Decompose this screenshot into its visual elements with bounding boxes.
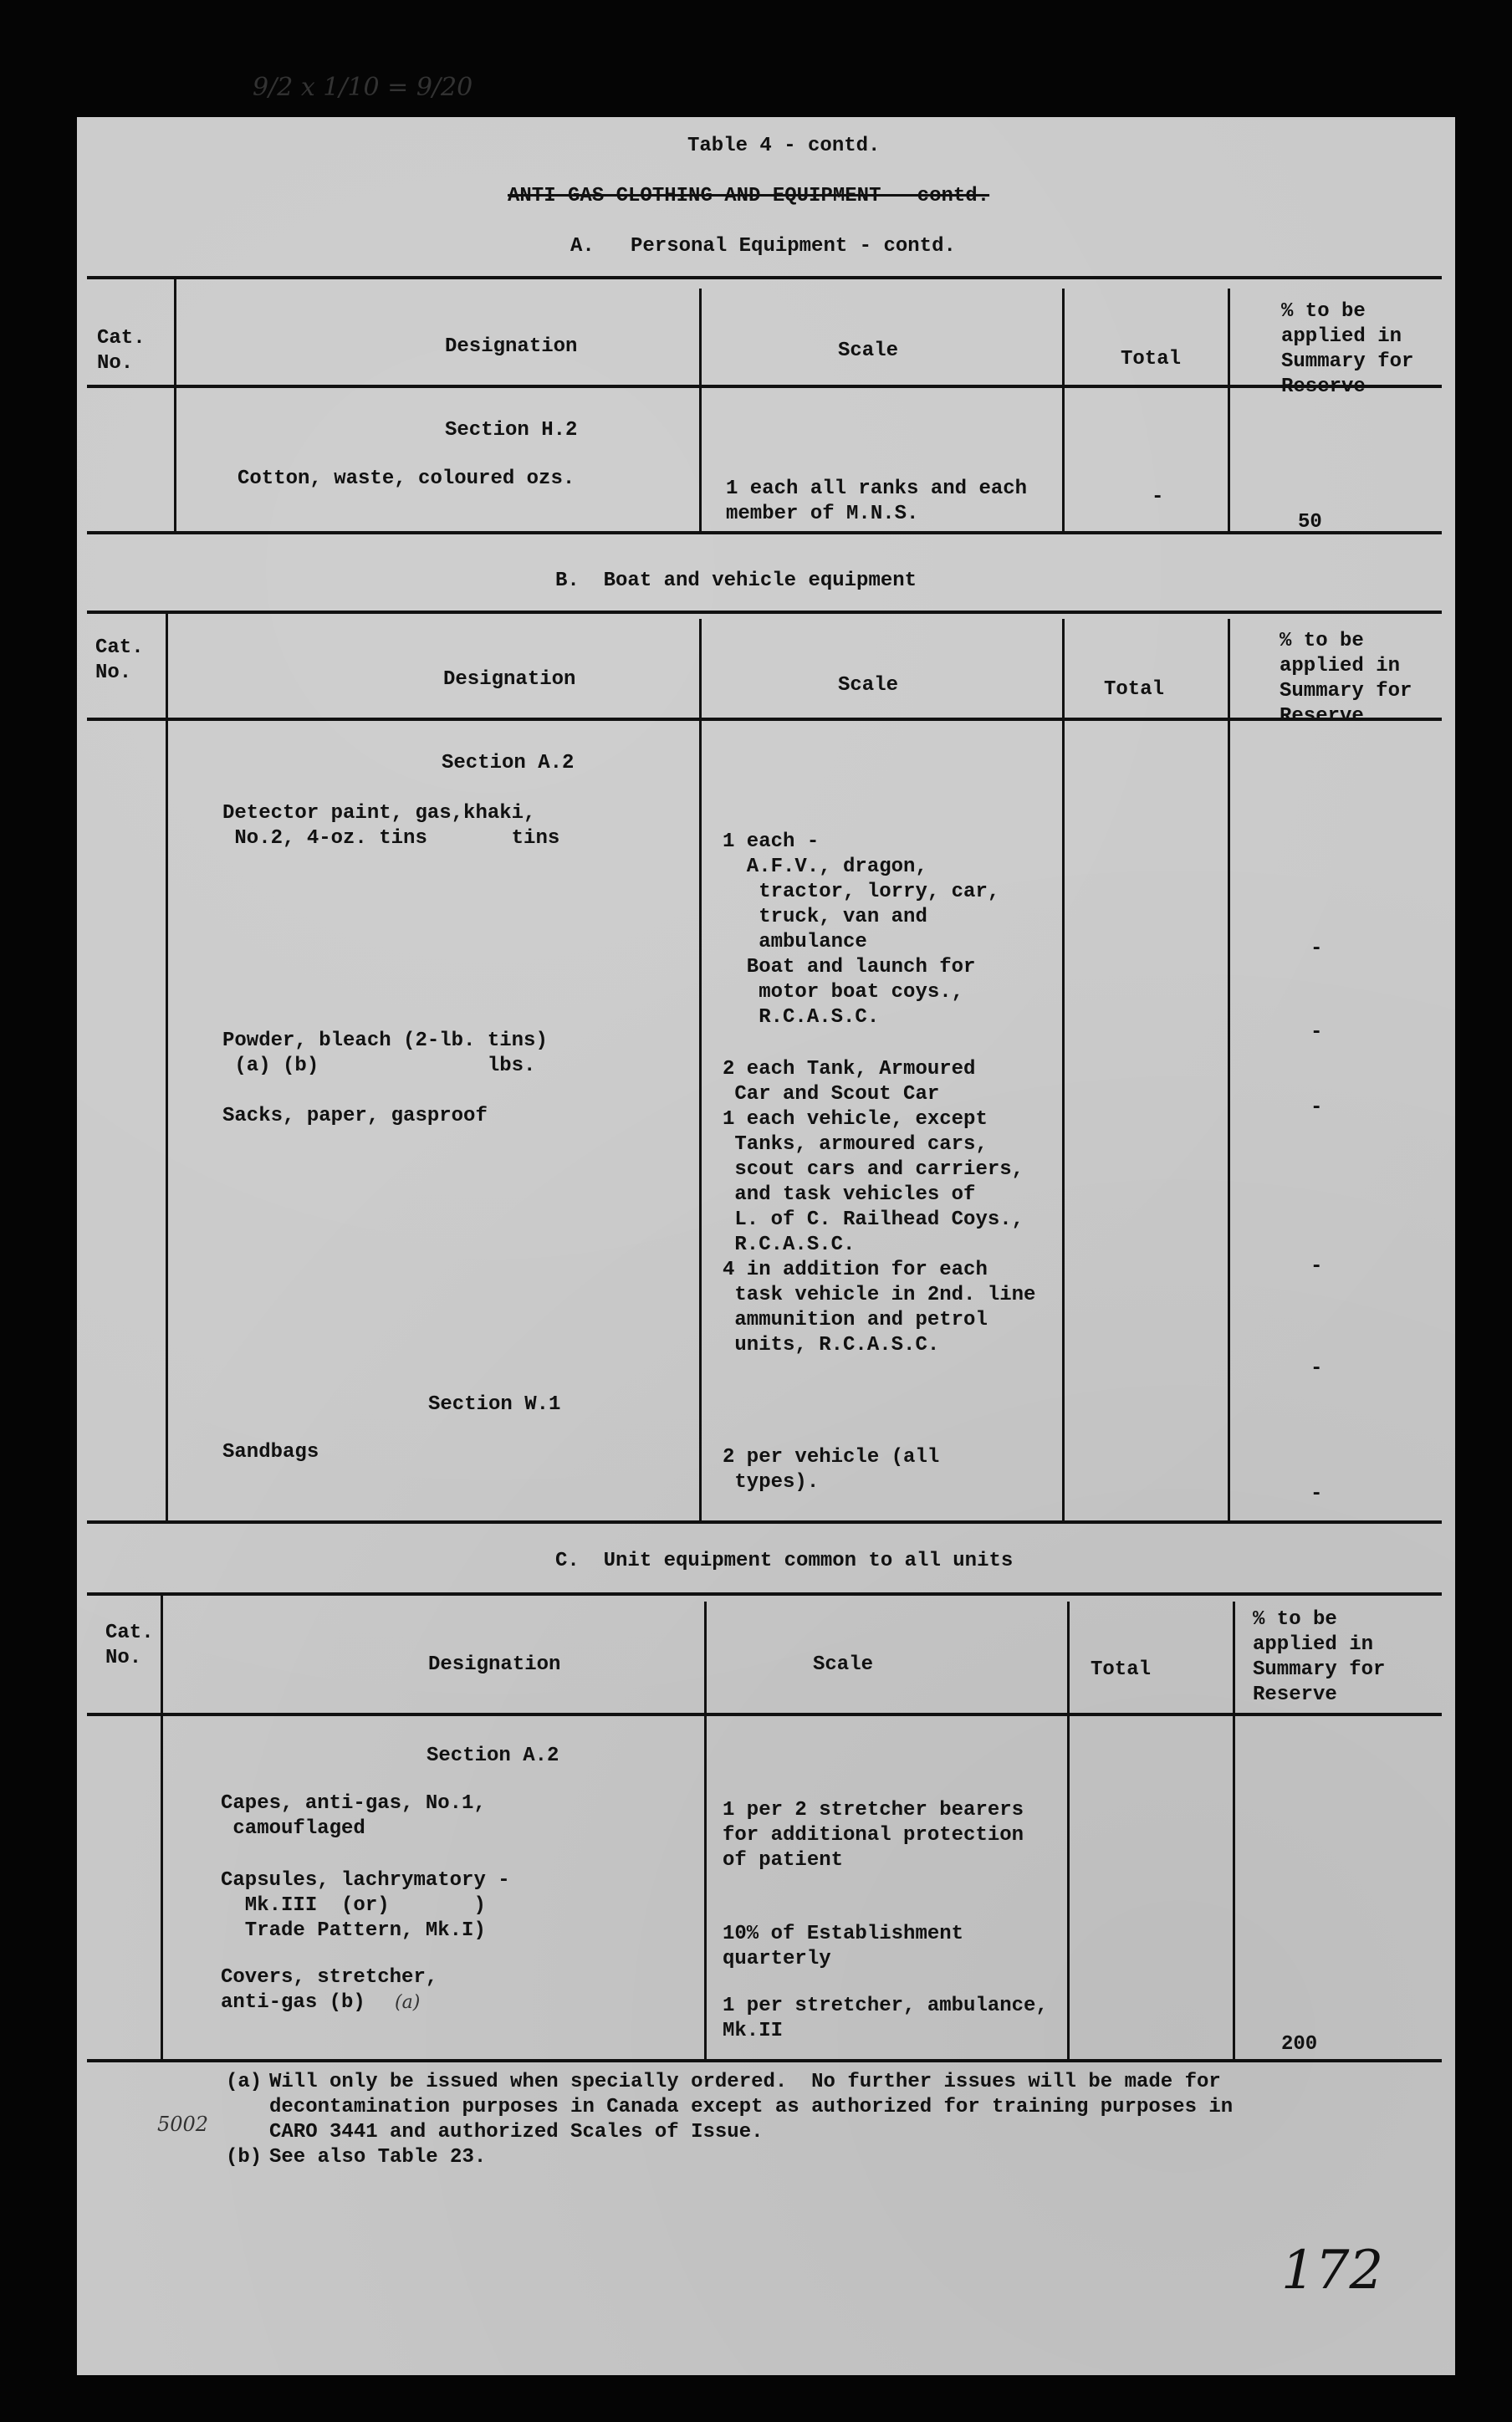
section-c-title: C. Unit equipment common to all units <box>555 1550 1014 1572</box>
section-b-subheading-w1: Section W.1 <box>428 1393 561 1416</box>
section-a-total: - <box>1152 486 1164 508</box>
covers-handwritten-note: (a) <box>395 1992 421 2013</box>
section-a-subheading: Section H.2 <box>445 419 578 442</box>
col-total-b: Total <box>1104 678 1165 701</box>
section-a-pct: 50 <box>1298 511 1322 534</box>
powder-bleach-item: Powder, bleach (2-lb. tins) (a) (b) lbs. <box>222 1030 548 1077</box>
table-a-bottom-border <box>87 531 1442 534</box>
col-total-c: Total <box>1091 1658 1152 1681</box>
footnote-a-label: (a) <box>226 2071 263 2093</box>
col-designation-b: Designation <box>443 668 576 691</box>
capsules-scale: 10% of Establishment quarterly <box>723 1923 964 1970</box>
sandbags-scale: 2 per vehicle (all types). <box>723 1446 940 1494</box>
page-number: 172 <box>1281 2240 1384 2302</box>
document-page <box>77 73 1455 2375</box>
table-c-bottom-border <box>87 2059 1442 2062</box>
section-a-title: A. Personal Equipment - contd. <box>570 235 956 258</box>
pct-dash: - <box>1310 1021 1323 1044</box>
col-cat-no-c: Cat. No. <box>105 1622 154 1669</box>
col-designation: Designation <box>445 335 578 358</box>
section-c-pct: 200 <box>1281 2033 1318 2056</box>
detector-paint-item: Detector paint, gas,khaki, No.2, 4-oz. tins tins <box>222 802 560 850</box>
detector-paint-scale: 1 each - A.F.V., dragon, tractor, lorry, car, truck, van and ambulance Boat and launch for motor boat coys., R.C.A.S.C. <box>723 830 1000 1029</box>
col-total: Total <box>1121 348 1182 370</box>
covers-item: Covers, stretcher, anti-gas (b) <box>221 1966 438 2014</box>
section-b-subheading-a2: Section A.2 <box>442 752 575 774</box>
footnote-b-label: (b) <box>226 2146 263 2169</box>
handwritten-fraction: 9/2 x 1/10 = 9/20 <box>253 73 473 102</box>
col-scale-c: Scale <box>813 1653 874 1676</box>
table-c-top-border <box>87 1592 1442 1596</box>
col-cat-no-b: Cat. No. <box>95 636 144 684</box>
col-scale-b: Scale <box>838 674 899 697</box>
pct-dash: - <box>1310 1483 1323 1505</box>
col-pct-reserve-c: % to be applied in Summary for Reserve <box>1253 1608 1386 1706</box>
section-a-scale: 1 each all ranks and each member of M.N.S. <box>726 478 1028 525</box>
table-c-header-divider <box>87 1713 1442 1716</box>
powder-bleach-scale: 2 each Tank, Armoured Car and Scout Car <box>723 1058 976 1106</box>
pct-dash: - <box>1310 1255 1323 1278</box>
pct-dash: - <box>1310 1096 1323 1119</box>
col-designation-c: Designation <box>428 1653 561 1676</box>
section-c-subheading: Section A.2 <box>427 1745 559 1767</box>
sacks-paper-scale: 1 each vehicle, except Tanks, armoured cars, scout cars and carriers, and task vehicles of L. of C. Railhead Coys., R.C.A.S.C. 4 in addition for each task vehicle in 2nd. line ammunition and petrol units, R.C.A.S.C. <box>723 1108 1036 1357</box>
sacks-paper-item: Sacks, paper, gasproof <box>222 1105 488 1127</box>
capsules-item: Capsules, lachrymatory - Mk.III (or) ) Trade Pattern, Mk.I) <box>221 1869 510 1942</box>
table-b-bottom-border <box>87 1520 1442 1524</box>
col-scale: Scale <box>838 340 899 362</box>
sandbags-item: Sandbags <box>222 1441 319 1464</box>
table-a-top-border <box>87 276 1442 279</box>
capes-scale: 1 per 2 stretcher bearers for additional protection of patient <box>723 1799 1024 1872</box>
covers-scale: 1 per stretcher, ambulance, Mk.II <box>723 1995 1048 2042</box>
pct-dash: - <box>1310 938 1323 960</box>
table-b-header-divider <box>87 718 1442 721</box>
struck-heading: ANTI-GAS CLOTHING AND EQUIPMENT - contd. <box>508 185 990 207</box>
section-b-title: B. Boat and vehicle equipment <box>555 570 917 592</box>
section-a-item: Cotton, waste, coloured ozs. <box>238 468 575 490</box>
footnote-a-text: Will only be issued when specially ordered. No further issues will be made for decontamination purposes in Canada except as authorized for training purposes in CARO 3441 and authorized Scales of Issue. <box>269 2071 1234 2144</box>
capes-item: Capes, anti-gas, No.1, camouflaged <box>221 1792 486 1840</box>
table-a-header-divider <box>87 385 1442 388</box>
col-pct-reserve-b: % to be applied in Summary for Reserve <box>1280 630 1412 728</box>
col-pct-reserve: % to be applied in Summary for Reserve <box>1281 300 1414 398</box>
table-title: Table 4 - contd. <box>687 135 881 157</box>
table-b-top-border <box>87 611 1442 614</box>
footnote-b-text: See also Table 23. <box>269 2146 487 2169</box>
col-cat-no: Cat. No. <box>97 327 146 375</box>
pct-dash: - <box>1310 1357 1323 1380</box>
margin-note-left: 5002 <box>157 2113 209 2136</box>
